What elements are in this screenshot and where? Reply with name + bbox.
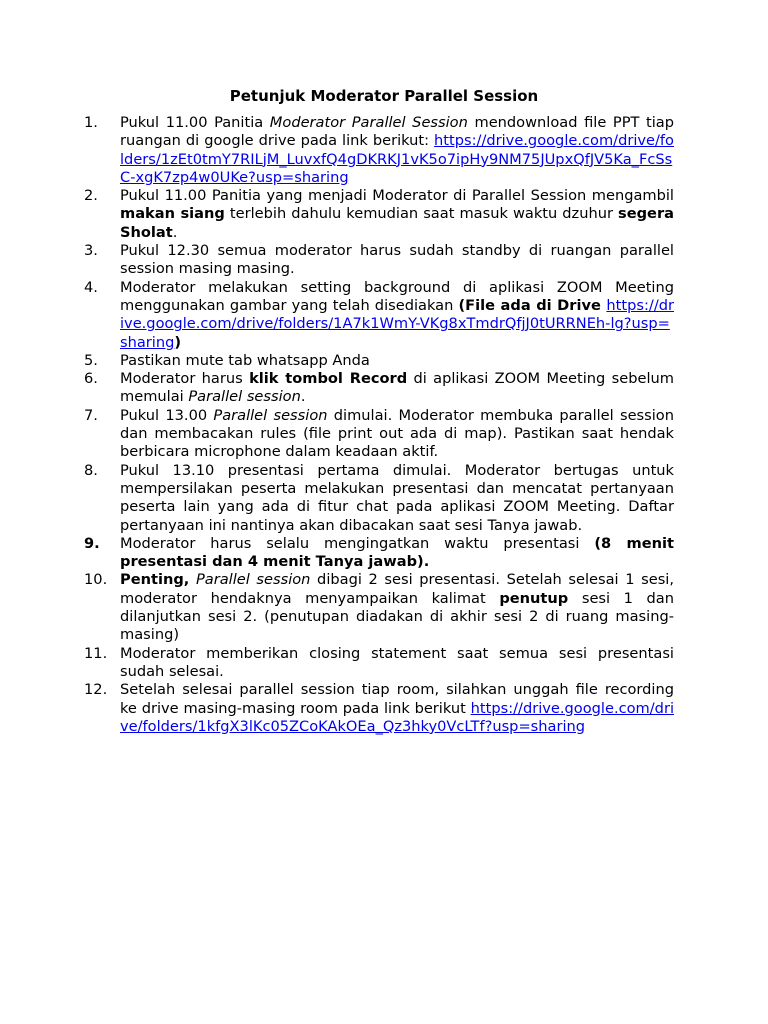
emphasis-bold: ) xyxy=(174,333,182,351)
list-item-text xyxy=(120,462,674,535)
text-run: mendownload file PPT tiap ruangan di google drive pada link berikut: xyxy=(120,114,675,150)
list-item xyxy=(84,462,674,535)
text-run: dimulai. Moderator membuka parallel session dan membacakan rules (file print out ada di map). Pastikan saat hendak berbicara microphone dalam keadaan aktif. xyxy=(120,406,674,461)
text-run: Moderator melakukan setting background di aplikasi ZOOM Meeting menggunakan gambar yang telah disediakan xyxy=(120,278,674,314)
list-item xyxy=(84,114,674,187)
list-item-number: 12. xyxy=(84,681,108,699)
list-item-number: 4. xyxy=(84,278,98,296)
emphasis-bold: segera Sholat xyxy=(120,205,674,241)
emphasis-bold: (File ada di Drive xyxy=(458,296,607,314)
text-run: . xyxy=(300,388,306,406)
list-item-text xyxy=(120,279,674,352)
text-run: Moderator harus xyxy=(120,370,250,388)
list-item-text xyxy=(120,535,674,572)
text-run: Pukul 13.10 presentasi pertama dimulai. Moderator bertugas untuk mempersilakan peserta melakukan presentasi dan mencatat pertanyaan peserta lain yang ada di fitur chat pada aplikasi ZOOM Meeting. Daftar pertanyaan ini nantinya akan dibacakan saat sesi Tanya jawab. xyxy=(120,461,674,534)
emphasis-bold: penutup xyxy=(499,589,569,607)
text-run: sesi 1 dan dilanjutkan sesi 2. (penutupan diadakan di akhir sesi 2 di ruang masing-masing) xyxy=(120,589,674,644)
list-item xyxy=(84,535,674,572)
list-item xyxy=(84,681,674,736)
emphasis-italic: Parallel session xyxy=(195,571,311,589)
text-run: Pukul 13.00 xyxy=(120,406,214,424)
list-item xyxy=(84,370,674,407)
list-item-number: 5. xyxy=(84,351,98,369)
list-item-text xyxy=(120,681,674,736)
text-run: Pukul 11.00 Panitia xyxy=(120,114,270,131)
list-item-number: 9. xyxy=(84,534,100,552)
list-item-number: 7. xyxy=(84,406,98,424)
list-item-text xyxy=(120,370,674,407)
text-run: Pastikan mute tab whatsapp Anda xyxy=(120,351,370,369)
list-item xyxy=(84,407,674,462)
drive-link[interactable]: https://drive.google.com/drive/folders/1zEt0tmY7RILjM_LuvxfQ4gDKRKJ1vK5o7ipHy9NM75JUpxQfJV5Ka_FcSsC-xgK7zp4w0UKe?usp=sharing xyxy=(120,132,674,186)
list-item-number: 8. xyxy=(84,461,98,479)
list-item xyxy=(84,571,674,644)
text-run: di aplikasi ZOOM Meeting sebelum memulai xyxy=(120,370,674,406)
list-item-text xyxy=(120,645,674,682)
text-run: Pukul 11.00 Panitia yang menjadi Moderator di Parallel Session mengambil xyxy=(120,187,674,205)
instruction-list xyxy=(84,114,674,736)
text-run: Moderator harus selalu mengingatkan waktu presentasi xyxy=(120,534,595,552)
list-item-number: 11. xyxy=(84,644,108,662)
list-item-text xyxy=(120,187,674,242)
list-item xyxy=(84,279,674,352)
list-item xyxy=(84,352,674,370)
text-run xyxy=(189,571,196,588)
text-run: . xyxy=(172,223,178,241)
list-item-text xyxy=(120,571,674,644)
drive-link[interactable]: https://drive.google.com/drive/folders/1kfgX3lKc05ZCoKAkOEa_Qz3hky0VcLTf?usp=sharing xyxy=(120,699,674,735)
drive-link[interactable]: https://drive.google.com/drive/folders/1A7k1WmY-VKg8xTmdrQfjJ0tURRNEh-lg?usp=sharing xyxy=(120,296,674,351)
text-run: dibagi 2 sesi presentasi. Setelah selesai 1 sesi, moderator hendaknya menyampaikan kalimat xyxy=(120,571,675,607)
list-item xyxy=(84,242,674,279)
text-run: terlebih dahulu kemudian saat masuk waktu dzuhur xyxy=(224,205,619,223)
document-title: Petunjuk Moderator Parallel Session xyxy=(229,87,539,105)
emphasis-italic: Moderator Parallel Session xyxy=(269,114,468,131)
emphasis-bold: klik tombol Record xyxy=(249,370,408,388)
list-item-number: 10. xyxy=(84,571,108,589)
text-run: Pukul 12.30 semua moderator harus sudah standby di ruangan parallel session masing masing. xyxy=(120,242,674,278)
list-item-text xyxy=(120,114,674,187)
emphasis-italic: Parallel session xyxy=(213,406,328,424)
list-item-number: 3. xyxy=(84,242,98,260)
list-item-number: 6. xyxy=(84,370,98,388)
emphasis-bold: (8 menit presentasi dan 4 menit Tanya jawab). xyxy=(120,534,674,571)
list-item xyxy=(84,645,674,682)
list-item xyxy=(84,187,674,242)
emphasis-italic: Parallel session xyxy=(188,388,301,406)
text-run: Moderator memberikan closing statement saat semua sesi presentasi sudah selesai. xyxy=(120,644,674,680)
list-item-number: 1. xyxy=(84,114,98,131)
list-item-number: 2. xyxy=(84,187,98,205)
list-item-text xyxy=(120,242,674,279)
text-run: Setelah selesai parallel session tiap room, silahkan unggah file recording ke drive masing-masing room pada link berikut xyxy=(120,681,674,717)
emphasis-bold: makan siang xyxy=(120,205,225,223)
emphasis-bold: Penting, xyxy=(120,571,190,589)
list-item-text xyxy=(120,407,674,462)
list-item-text xyxy=(120,352,674,370)
